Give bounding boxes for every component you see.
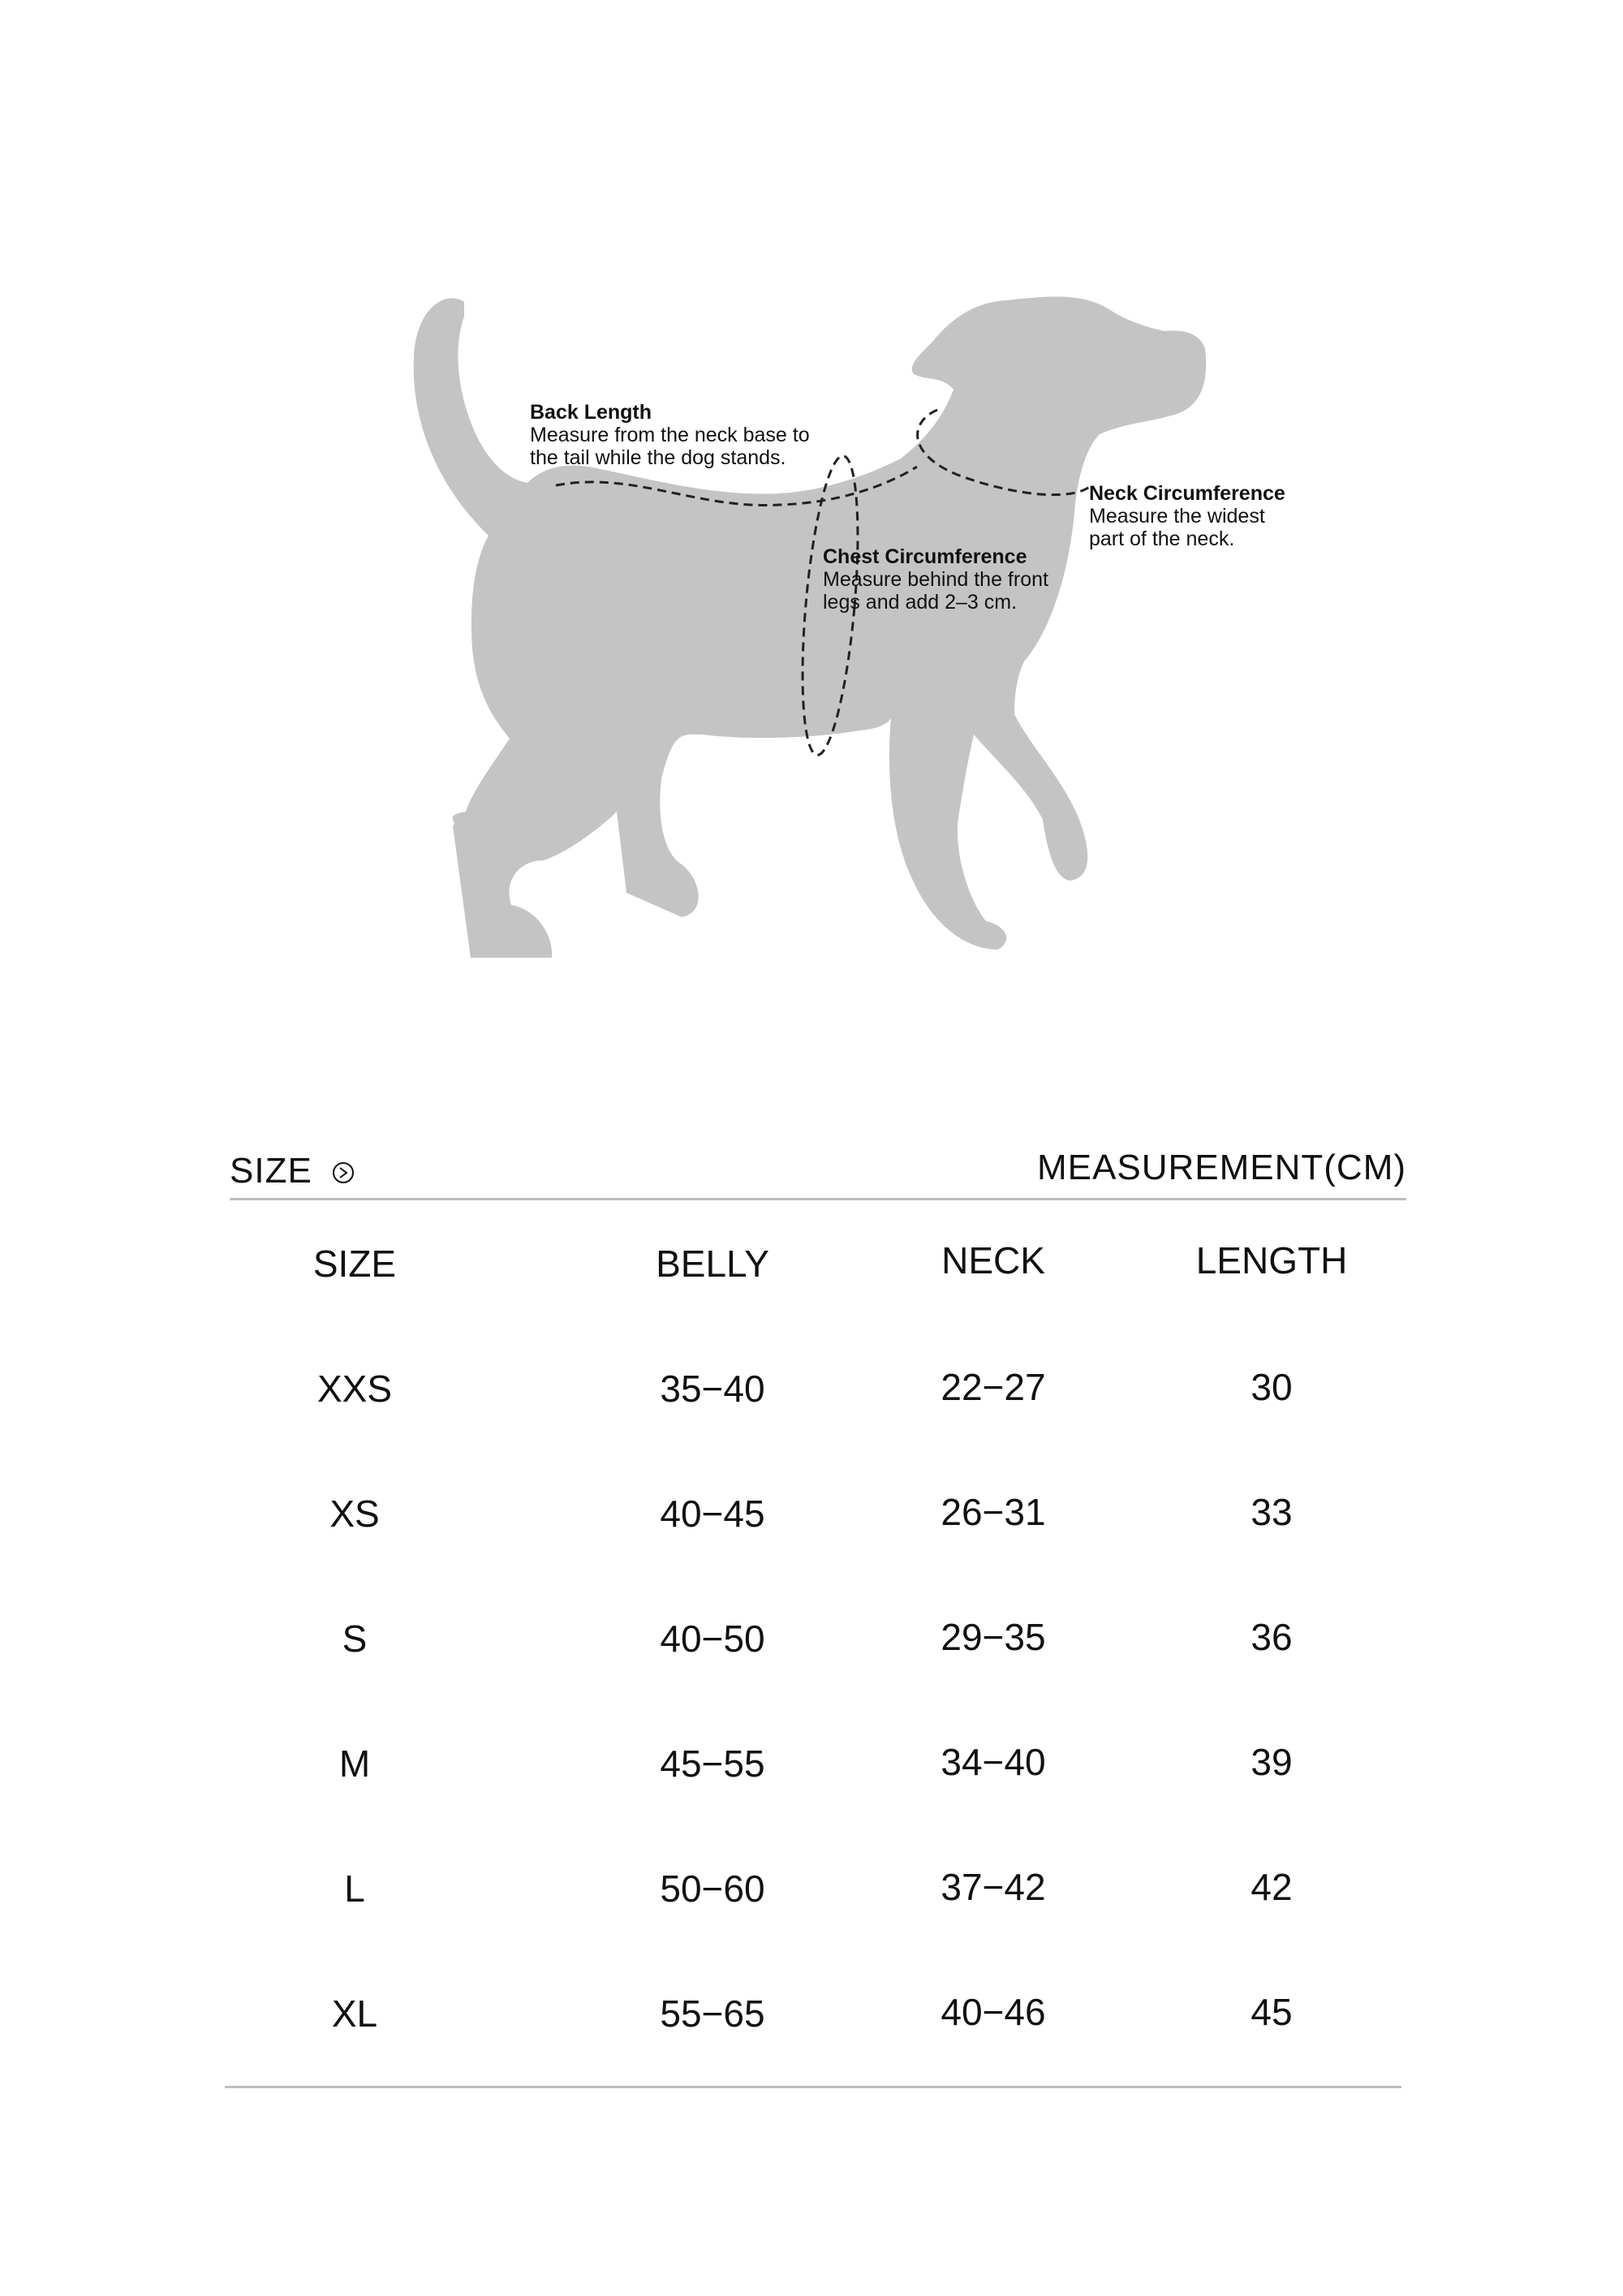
- table-header-row: [230, 1217, 1406, 1342]
- cell-belly: 40−50: [660, 1618, 765, 1660]
- back-length-description: Measure from the neck base to the tail while the dog stands.: [530, 424, 810, 469]
- dog-measurement-diagram: [0, 0, 1623, 1014]
- table-row: [230, 1342, 1406, 1467]
- back-length-title: Back Length: [530, 401, 652, 424]
- cell-size: XXS: [316, 1368, 393, 1410]
- cell-belly: 45−55: [660, 1742, 765, 1785]
- size-chart-table: [230, 1217, 1406, 2092]
- column-header-belly: BELLY: [656, 1243, 769, 1285]
- cell-belly: 35−40: [660, 1368, 765, 1410]
- back-length-label: [530, 401, 814, 469]
- circled-arrow-right-icon: [331, 1161, 355, 1185]
- chest-circumference-label: [823, 545, 1066, 614]
- neck-circumference-description: Measure the widest part of the neck.: [1089, 505, 1265, 550]
- table-row: [230, 1842, 1406, 1967]
- cell-size: M: [338, 1742, 371, 1785]
- cell-size: XL: [331, 1992, 378, 2035]
- cell-length: 33: [1251, 1491, 1293, 1533]
- chest-circumference-description: Measure behind the front legs and add 2–3 cm.: [823, 568, 1048, 614]
- table-row: [230, 1717, 1406, 1842]
- cell-neck: 29−35: [941, 1616, 1046, 1658]
- column-header-length: LENGTH: [1195, 1239, 1348, 1282]
- cell-length: 30: [1251, 1366, 1293, 1408]
- cell-belly: 55−65: [660, 1992, 765, 2035]
- header-divider: [230, 1198, 1406, 1200]
- column-header-size: SIZE: [312, 1243, 397, 1285]
- cell-length: 42: [1251, 1866, 1293, 1908]
- size-heading: SIZE: [230, 1151, 312, 1191]
- table-row: [230, 1967, 1406, 2092]
- table-bottom-divider: [225, 2086, 1401, 2088]
- dog-silhouette-illustration: [0, 0, 1623, 1014]
- cell-neck: 26−31: [941, 1491, 1046, 1533]
- chest-circumference-title: Chest Circumference: [823, 545, 1027, 568]
- cell-size: L: [344, 1867, 365, 1910]
- cell-neck: 22−27: [941, 1366, 1046, 1408]
- neck-circumference-label: [1089, 482, 1285, 550]
- cell-size: S: [342, 1618, 368, 1660]
- table-row: [230, 1467, 1406, 1592]
- dog-silhouette: [414, 297, 1207, 958]
- cell-size: XS: [329, 1493, 380, 1535]
- cell-length: 39: [1251, 1741, 1293, 1783]
- cell-belly: 40−45: [660, 1493, 765, 1535]
- cell-length: 36: [1251, 1616, 1293, 1658]
- table-row: [230, 1592, 1406, 1717]
- size-chart-header: [230, 1136, 1406, 1197]
- cell-neck: 37−42: [941, 1866, 1046, 1908]
- cell-neck: 40−46: [941, 1991, 1046, 2033]
- cell-neck: 34−40: [941, 1741, 1046, 1783]
- measurement-heading: MEASUREMENT(CM): [1037, 1148, 1406, 1187]
- cell-belly: 50−60: [660, 1867, 765, 1910]
- cell-length: 45: [1251, 1991, 1293, 2033]
- column-header-neck: NECK: [941, 1239, 1045, 1282]
- neck-circumference-title: Neck Circumference: [1089, 482, 1285, 505]
